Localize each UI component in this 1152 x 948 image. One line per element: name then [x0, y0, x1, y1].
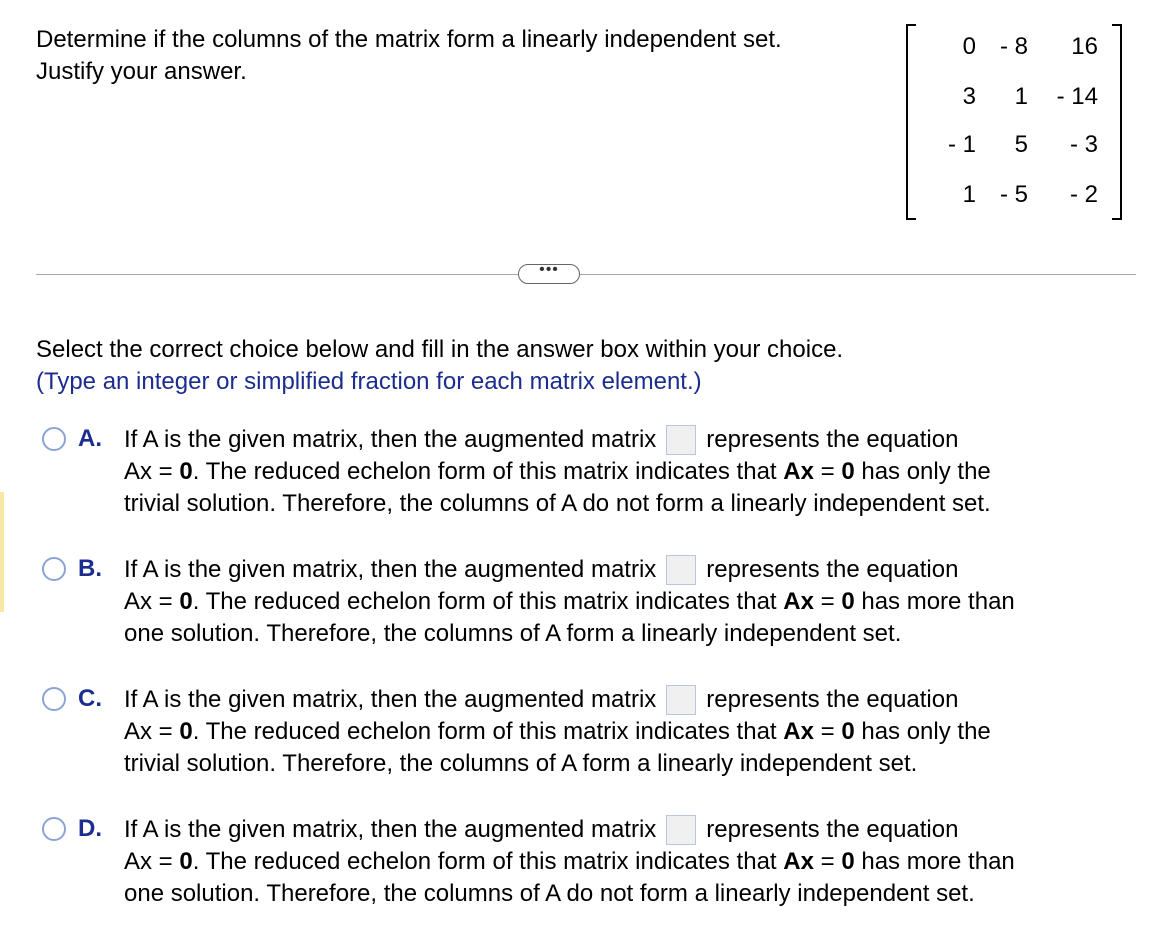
matrix-cell-r4c2: - 5	[999, 181, 1028, 208]
matrix-cell-r3c3: - 3	[1069, 131, 1098, 158]
choice-c-rest1: . The reduced echelon form of this matrix indicates that	[192, 718, 784, 745]
choice-c-eq2: =	[813, 718, 842, 745]
matrix-cell-r2c2: 1	[1014, 83, 1028, 110]
choice-c-line-1	[124, 684, 1104, 716]
choice-b-letter: B.	[78, 555, 102, 582]
choice-a-rest1: . The reduced echelon form of this matrix indicates that	[192, 458, 784, 485]
choice-a-eq: =	[152, 458, 180, 485]
choice-c-eq: =	[152, 718, 180, 745]
choice-b-pre: If A is the given matrix, then the augmented matrix	[124, 556, 657, 583]
choice-c-text	[124, 684, 1104, 780]
matrix-left-bracket	[906, 24, 916, 220]
choice-d-pre: If A is the given matrix, then the augmented matrix	[124, 816, 657, 843]
choice-a-ax2: Ax	[783, 458, 814, 485]
choice-a-ax: Ax	[124, 458, 153, 485]
instruction-main: Select the correct choice below and fill in the answer box within your choice.	[36, 336, 844, 363]
matrix-cell-r1c1: 0	[962, 33, 976, 60]
choice-d-line-2	[124, 846, 1104, 878]
choice-c-answer-box[interactable]	[666, 685, 696, 715]
choice-d-post: represents the equation	[706, 816, 959, 843]
matrix-cell-r2c1: 3	[962, 83, 976, 110]
instructions	[36, 334, 843, 398]
choice-b-radio[interactable]	[42, 557, 66, 581]
choice-d-eq: =	[152, 848, 180, 875]
matrix-cell-r4c3: - 2	[1069, 181, 1098, 208]
matrix	[906, 24, 1122, 220]
choice-b-zero2: 0	[841, 588, 855, 615]
choice-b-line-3: one solution. Therefore, the columns of A form a linearly independent set.	[124, 620, 902, 647]
choice-a-post: represents the equation	[706, 426, 959, 453]
choice-b-line-2	[124, 586, 1104, 618]
choice-d-line-1	[124, 814, 1104, 846]
left-accent-bar	[0, 492, 4, 612]
instruction-hint: (Type an integer or simplified fraction for each matrix element.)	[36, 368, 702, 395]
choice-d-zero: 0	[179, 848, 193, 875]
choice-c-ax: Ax	[124, 718, 153, 745]
choice-a-line-1	[124, 424, 1104, 456]
choice-d-eq2: =	[813, 848, 842, 875]
more-options-button[interactable]: •••	[518, 264, 580, 284]
choice-d-zero2: 0	[841, 848, 855, 875]
choice-a-letter: A.	[78, 425, 102, 452]
choice-d-letter: D.	[78, 815, 102, 842]
choice-a-text	[124, 424, 1104, 520]
choice-c-zero: 0	[179, 718, 193, 745]
choice-d-rest1: . The reduced echelon form of this matrix indicates that	[192, 848, 784, 875]
choice-b-zero: 0	[179, 588, 193, 615]
choice-c-line-2	[124, 716, 1104, 748]
choice-a-eq2: =	[813, 458, 842, 485]
matrix-cell-r2c3: - 14	[1056, 83, 1098, 110]
choice-b-ax: Ax	[124, 588, 153, 615]
choice-c-ax2: Ax	[783, 718, 814, 745]
matrix-right-bracket	[1112, 24, 1122, 220]
matrix-cell-r3c1: - 1	[947, 131, 976, 158]
choice-a-radio[interactable]	[42, 427, 66, 451]
choice-d-text	[124, 814, 1104, 910]
choice-b-eq2: =	[813, 588, 842, 615]
choice-b-ax2: Ax	[783, 588, 814, 615]
choice-a-answer-box[interactable]	[666, 425, 696, 455]
choice-b-rest1: . The reduced echelon form of this matrix indicates that	[192, 588, 784, 615]
choice-b-text	[124, 554, 1104, 650]
choice-d-radio[interactable]	[42, 817, 66, 841]
choice-a-line-2	[124, 456, 1104, 488]
matrix-cell-r1c2: - 8	[999, 33, 1028, 60]
question-line-2: Justify your answer.	[36, 58, 247, 85]
choice-c-rest2: has only the	[854, 718, 991, 745]
section-divider	[36, 274, 1136, 275]
choice-a-rest2: has only the	[854, 458, 991, 485]
choice-a-zero2: 0	[841, 458, 855, 485]
matrix-cell-r3c2: 5	[1014, 131, 1028, 158]
choice-d-ax: Ax	[124, 848, 153, 875]
question-text	[36, 24, 876, 88]
choice-c-zero2: 0	[841, 718, 855, 745]
choice-a-line-3: trivial solution. Therefore, the columns of A do not form a linearly independent set.	[124, 490, 991, 517]
choice-b-line-1	[124, 554, 1104, 586]
choice-b-rest2: has more than	[854, 588, 1015, 615]
choice-d-rest2: has more than	[854, 848, 1015, 875]
choice-d-line-3: one solution. Therefore, the columns of A do not form a linearly independent set.	[124, 880, 975, 907]
choice-b-post: represents the equation	[706, 556, 959, 583]
matrix-cell-r1c3: 16	[1071, 33, 1098, 60]
choice-d-answer-box[interactable]	[666, 815, 696, 845]
choice-a-pre: If A is the given matrix, then the augmented matrix	[124, 426, 657, 453]
choice-b-answer-box[interactable]	[666, 555, 696, 585]
question-line-1: Determine if the columns of the matrix form a linearly independent set.	[36, 26, 782, 53]
choice-a-zero: 0	[179, 458, 193, 485]
choice-c-pre: If A is the given matrix, then the augmented matrix	[124, 686, 657, 713]
choice-c-radio[interactable]	[42, 687, 66, 711]
choice-c-letter: C.	[78, 685, 102, 712]
choice-c-line-3: trivial solution. Therefore, the columns of A form a linearly independent set.	[124, 750, 918, 777]
choice-b-eq: =	[152, 588, 180, 615]
choice-c-post: represents the equation	[706, 686, 959, 713]
choice-d-ax2: Ax	[783, 848, 814, 875]
matrix-cell-r4c1: 1	[962, 181, 976, 208]
